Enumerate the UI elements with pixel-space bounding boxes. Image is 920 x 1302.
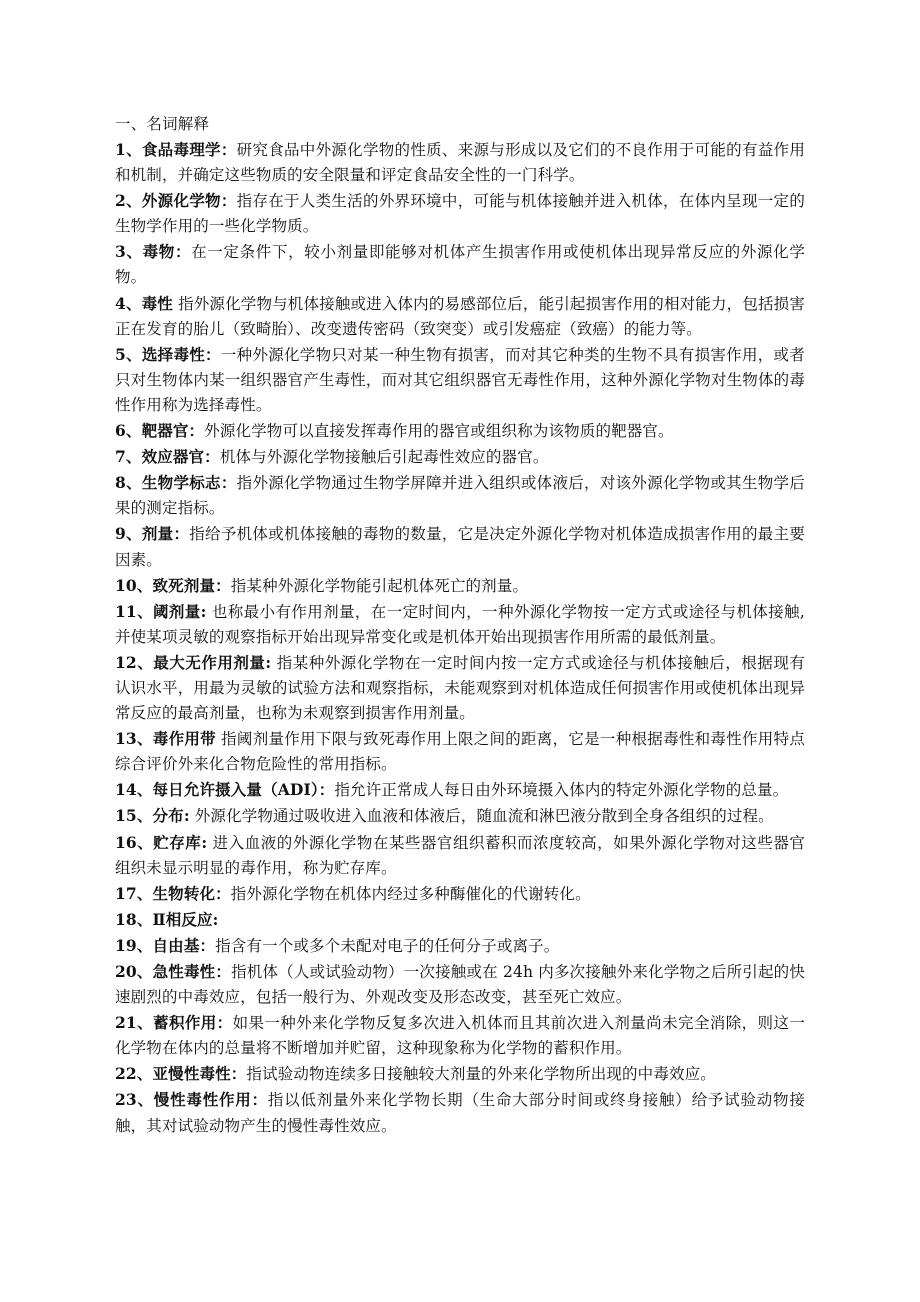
definition-entry bbox=[115, 444, 805, 470]
definition-term: 20、急性毒性： bbox=[115, 962, 232, 981]
definition-term: 10、致死剂量： bbox=[115, 575, 231, 595]
definition-entry bbox=[115, 1010, 805, 1061]
definition-term: 5、选择毒性： bbox=[115, 344, 221, 364]
definition-term: 3、毒物： bbox=[115, 242, 192, 262]
definition-term: 13、毒作用带 bbox=[115, 729, 216, 749]
definition-text: 指允许正常成人每日由外环境摄入体内的特定外源化学物的总量。 bbox=[334, 781, 789, 800]
definition-text: 指外源化学物通过生物学屏障并进入组织或体液后，对该外源化学物或其生物学后果的测定指标。 bbox=[115, 474, 805, 518]
definition-term: 21、蓄积作用： bbox=[115, 1013, 233, 1033]
definition-entry bbox=[115, 726, 805, 777]
definition-entry bbox=[115, 830, 805, 881]
definition-term: 23、慢性毒性作用： bbox=[115, 1090, 268, 1110]
definition-term: 16、贮存库: bbox=[115, 832, 208, 852]
definition-text: 外源化学物可以直接发挥毒作用的器官或组织称为该物质的靶器官。 bbox=[204, 422, 674, 441]
definition-text: 指给予机体或机体接触的毒物的数量，它是决定外源化学物对机体造成损害作用的最主要因素。 bbox=[115, 525, 805, 569]
definition-text: 也称最小有作用剂量，在一定时间内，一种外源化学物按一定方式或途径与机体接触,并使某项灵敏的观察指标开始出现异常变化或是机体开始出现损害作用所需的最低剂量。 bbox=[115, 602, 805, 646]
definition-entry bbox=[115, 291, 805, 342]
definition-entry bbox=[115, 881, 805, 907]
definition-term: 22、亚慢性毒性： bbox=[115, 1064, 247, 1084]
definition-entry bbox=[115, 137, 805, 188]
definition-entry bbox=[115, 188, 805, 239]
definition-text: 进入血液的外源化学物在某些器官组织蓄积而浓度较高，如果外源化学物对这些器官组织未显示明显的毒作用，称为贮存库。 bbox=[115, 833, 806, 877]
definition-text: 一种外源化学物只对某一种生物有损害，而对其它种类的生物不具有损害作用，或者只对生物体内某一组织器官产生毒性，而对其它组织器官无毒性作用，这种外源化学物对生物体的毒性作用称为选择毒性。 bbox=[115, 345, 805, 414]
definition-entry bbox=[115, 342, 805, 418]
definition-text: 指阈剂量作用下限与致死毒作用上限之间的距离，它是一种根据毒性和毒性作用特点综合评价外来化合物危险性的常用指标。 bbox=[115, 730, 805, 774]
definition-entry bbox=[115, 959, 805, 1010]
section-heading: 一、名词解释 bbox=[115, 115, 210, 133]
definition-term: 12、最大无作用剂量: bbox=[115, 652, 272, 672]
definition-text: 如果一种外来化学物反复多次进入机体而且其前次进入剂量尚未完全消除，则这一化学物在体内的总量将不断增加并贮留，这种现象称为化学物的蓄积作用。 bbox=[115, 1014, 805, 1058]
definition-text: 指存在于人类生活的外界环境中，可能与机体接触并进入机体，在体内呈现一定的生物学作用的一些化学物质。 bbox=[115, 192, 805, 236]
definition-entry bbox=[115, 599, 805, 650]
definition-entry bbox=[115, 239, 805, 290]
definition-term: 18、Ⅱ相反应: bbox=[115, 909, 219, 929]
definition-entry bbox=[115, 907, 805, 933]
definition-term: 14、每日允许摄入量（ADI）： bbox=[115, 780, 335, 800]
definition-term: 8、生物学标志： bbox=[115, 473, 237, 493]
definition-term: 17、生物转化： bbox=[115, 883, 231, 903]
definition-term: 1、食品毒理学： bbox=[115, 140, 237, 159]
definition-text: 在一定条件下，较小剂量即能够对机体产生损害作用或使机体出现异常反应的外源化学物。 bbox=[115, 243, 805, 287]
definition-list bbox=[115, 137, 805, 1139]
definition-entry bbox=[115, 573, 805, 599]
definition-text: 指含有一个或多个未配对电子的任何分子或离子。 bbox=[215, 936, 560, 955]
definition-entry bbox=[115, 777, 805, 803]
definition-text: 指外源化学物与机体接触或进入体内的易感部位后，能引起损害作用的相对能力，包括损害正在发育的胎儿（致畸胎）、改变遗传密码（致突变）或引发癌症（致癌）的能力等。 bbox=[115, 294, 805, 338]
definition-text: 指某种外源化学物能引起机体死亡的剂量。 bbox=[230, 576, 529, 595]
definition-text: 指外源化学物在机体内经过多种酶催化的代谢转化。 bbox=[230, 884, 591, 903]
definition-text: 研究食品中外源化学物的性质、来源与形成以及它们的不良作用于可能的有益作用和机制，并确定这些物质的安全限量和评定食品安全性的一门科学。 bbox=[115, 141, 805, 185]
definition-text: 机体与外源化学物接触后引起毒性效应的器官。 bbox=[219, 448, 549, 467]
definition-term: 6、靶器官： bbox=[115, 421, 205, 441]
definition-term: 9、剂量： bbox=[115, 524, 190, 544]
definition-term: 4、毒性 bbox=[115, 293, 173, 313]
definition-text: 指某种外源化学物在一定时间内按一定方式或途径与机体接触后，根据现有认识水平，用最为灵敏的试验方法和观察指标，未能观察到对机体造成任何损害作用或使机体出现异常反应的最高剂量，也称为未观察到损害作用剂量。 bbox=[115, 653, 806, 723]
definition-entry bbox=[115, 650, 805, 726]
definition-entry bbox=[115, 803, 805, 829]
definition-text: 指以低剂量外来化学物长期（生命大部分时间或终身接触）给予试验动物接触，其对试验动物产生的慢性毒性效应。 bbox=[115, 1091, 806, 1135]
definition-text: 外源化学物通过吸收进入血液和体液后，随血流和淋巴液分散到全身各组织的过程。 bbox=[189, 807, 774, 826]
definition-term: 11、阈剂量: bbox=[115, 601, 207, 621]
definition-entry bbox=[115, 1061, 805, 1087]
definition-term: 2、外源化学物： bbox=[115, 191, 237, 211]
definition-entry bbox=[115, 418, 805, 444]
document-body bbox=[115, 112, 805, 1139]
definition-text: 指机体（人或试验动物）一次接触或在 24h 内多次接触外来化学物之后所引起的快速剧烈的中毒效应，包括一般行为、外观改变及形态改变，甚至死亡效应。 bbox=[115, 963, 805, 1007]
definition-term: 15、分布: bbox=[115, 806, 190, 826]
definition-entry bbox=[115, 521, 805, 572]
definition-text: 指试验动物连续多日接触较大剂量的外来化学物所出现的中毒效应。 bbox=[246, 1065, 716, 1084]
definition-term: 19、自由基： bbox=[115, 935, 216, 955]
definition-entry bbox=[115, 933, 805, 959]
definition-entry bbox=[115, 1087, 805, 1138]
definition-entry bbox=[115, 470, 805, 521]
definition-term: 7、效应器官： bbox=[115, 447, 220, 467]
